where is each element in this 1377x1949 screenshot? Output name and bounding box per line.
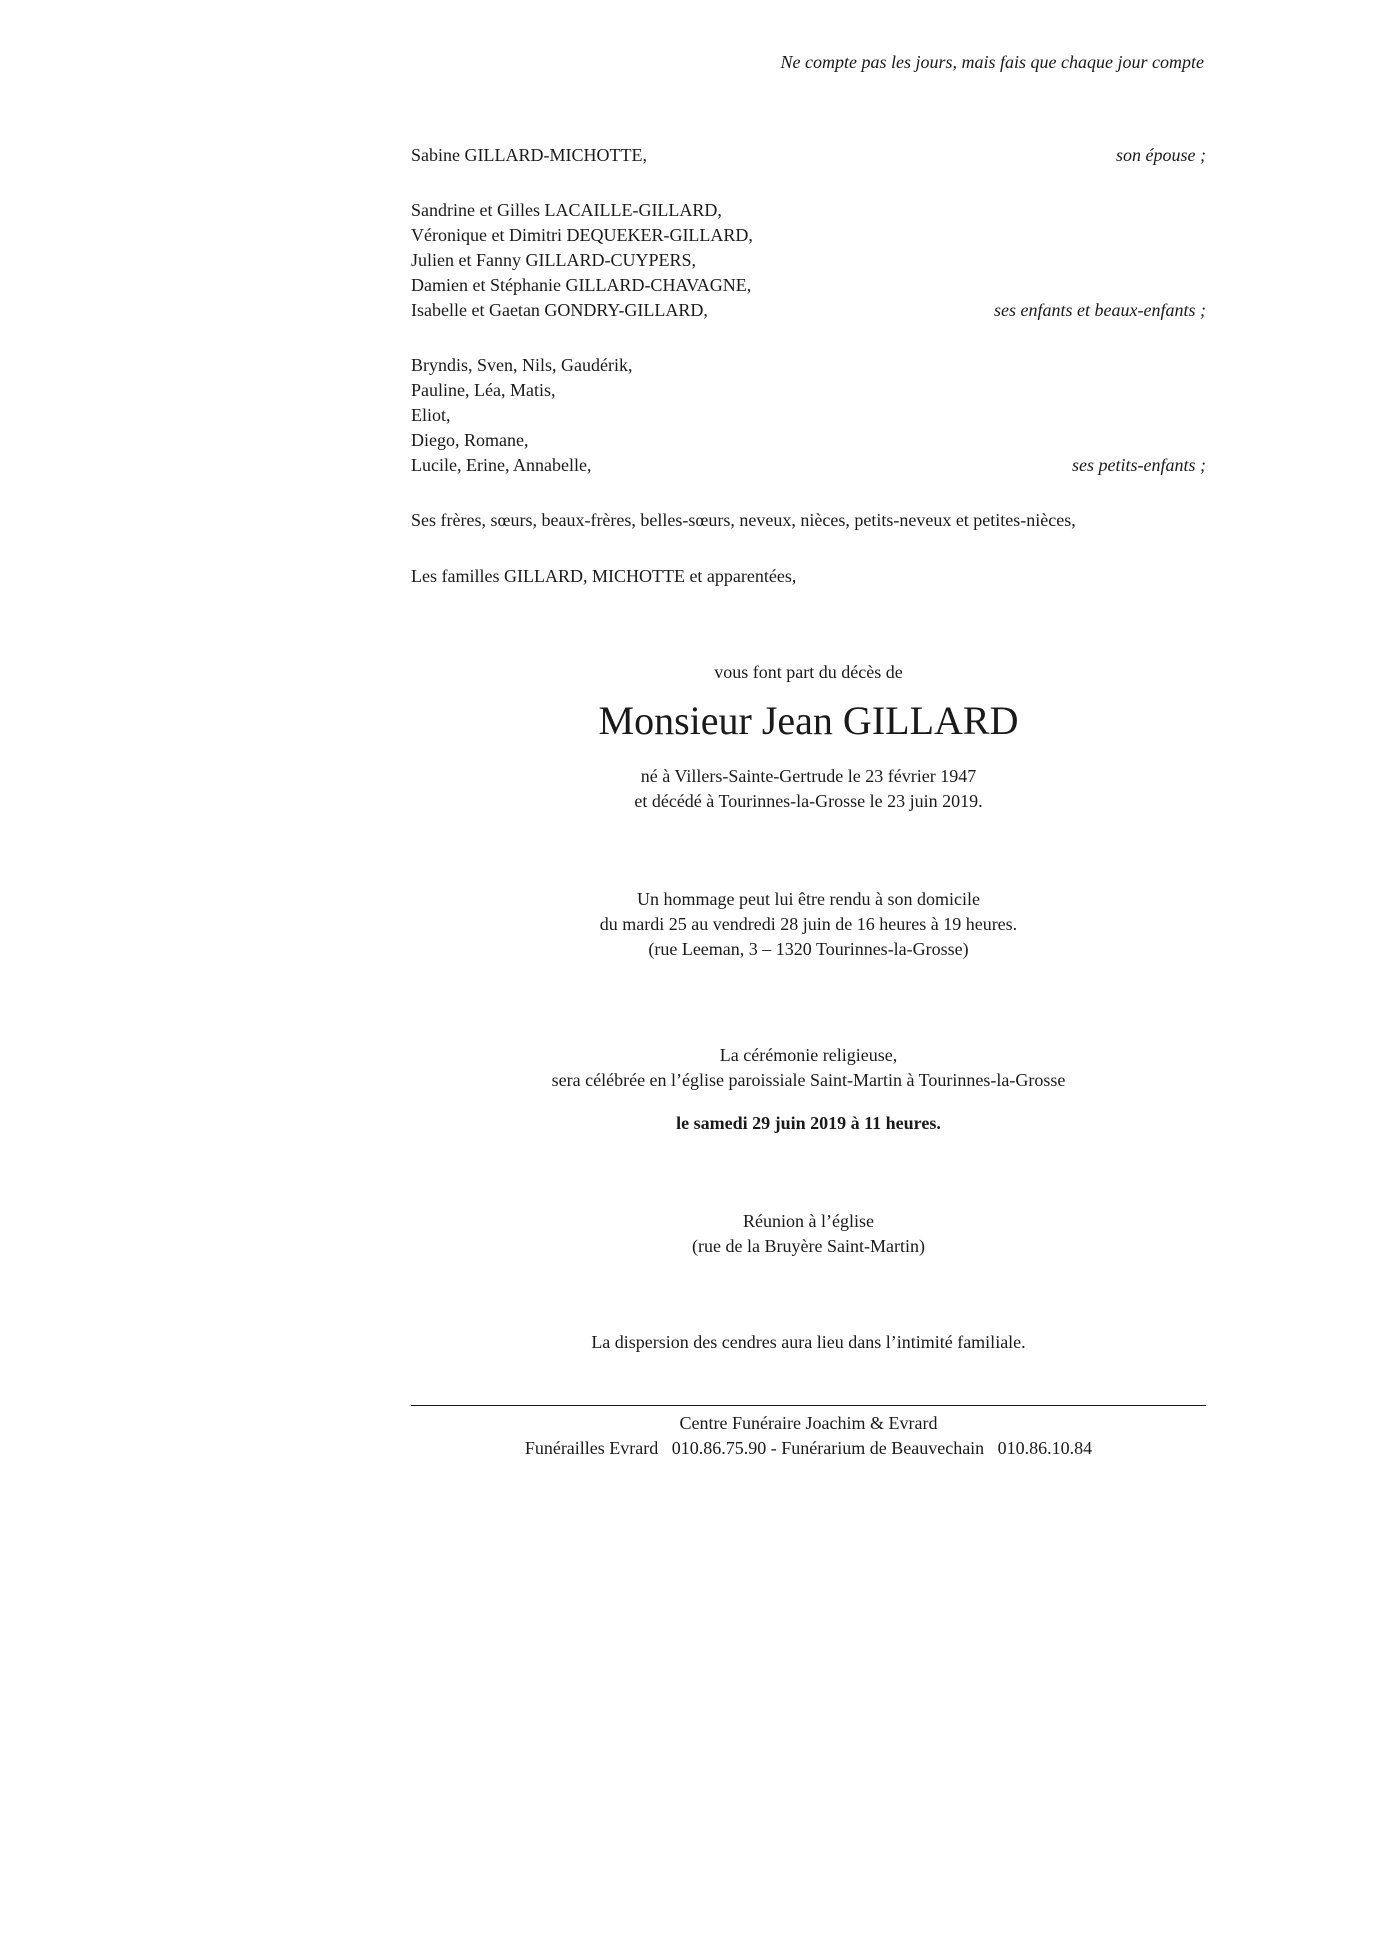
child-name: Véronique et Dimitri DEQUEKER-GILLARD, (411, 225, 753, 245)
tribute-address: (rue Leeman, 3 – 1320 Tourinnes-la-Grosse) (648, 939, 969, 959)
meeting-line-1: Réunion à l’église (743, 1211, 874, 1231)
death-line: et décédé à Tourinnes-la-Grosse le 23 juin 2019. (634, 791, 983, 811)
grandchild-name: Lucile, Erine, Annabelle, (411, 455, 592, 475)
epigraph: Ne compte pas les jours, mais fais que chaque jour compte (780, 52, 1204, 72)
grandchild-name: Pauline, Léa, Matis, (411, 380, 556, 400)
grandchildren-relation: ses petits-enfants ; (1072, 455, 1206, 475)
spouse-relation: son épouse ; (1116, 145, 1206, 165)
dispersion-line: La dispersion des cendres aura lieu dans l’intimité familiale. (591, 1332, 1026, 1352)
grandchild-name: Bryndis, Sven, Nils, Gaudérik, (411, 355, 633, 375)
grandchild-name: Diego, Romane, (411, 430, 529, 450)
children-names (411, 198, 753, 323)
grandchildren-names (411, 353, 632, 478)
announcement-intro: vous font part du décès de (714, 662, 903, 682)
spouse-block (411, 143, 1206, 168)
ceremony-line-1: La cérémonie religieuse, (719, 1045, 898, 1065)
siblings-line: Ses frères, sœurs, beaux-frères, belles-sœurs, neveux, nièces, petits-neveux et petites-nièces, (411, 510, 1076, 530)
child-name: Sandrine et Gilles LACAILLE-GILLARD, (411, 200, 722, 220)
footer-divider (411, 1405, 1206, 1406)
children-relation: ses enfants et beaux-enfants ; (994, 300, 1206, 320)
deceased-name: Monsieur Jean GILLARD (598, 698, 1019, 743)
birth-line: né à Villers-Sainte-Gertrude le 23 février 1947 (640, 766, 977, 786)
funeral-contacts: Funérailles Evrard 010.86.75.90 - Funérarium de Beauvechain 010.86.10.84 (524, 1438, 1093, 1458)
meeting-address: (rue de la Bruyère Saint-Martin) (692, 1236, 925, 1256)
funeral-center-name: Centre Funéraire Joachim & Evrard (679, 1413, 938, 1433)
spouse-names (411, 143, 647, 168)
tribute-line-2: du mardi 25 au vendredi 28 juin de 16 heures à 19 heures. (599, 914, 1018, 934)
child-name: Julien et Fanny GILLARD-CUYPERS, (411, 250, 696, 270)
ceremony-date: le samedi 29 juin 2019 à 11 heures. (676, 1113, 941, 1133)
grandchild-name: Eliot, (411, 405, 451, 425)
children-block (411, 198, 1206, 323)
child-name: Isabelle et Gaetan GONDRY-GILLARD, (411, 300, 708, 320)
grandchildren-block (411, 353, 1206, 478)
spouse-name: Sabine GILLARD-MICHOTTE, (411, 145, 647, 165)
ceremony-line-2: sera célébrée en l’église paroissiale Saint-Martin à Tourinnes-la-Grosse (551, 1070, 1066, 1090)
families-line: Les familles GILLARD, MICHOTTE et apparentées, (411, 566, 797, 586)
tribute-line-1: Un hommage peut lui être rendu à son domicile (637, 889, 980, 909)
child-name: Damien et Stéphanie GILLARD-CHAVAGNE, (411, 275, 752, 295)
